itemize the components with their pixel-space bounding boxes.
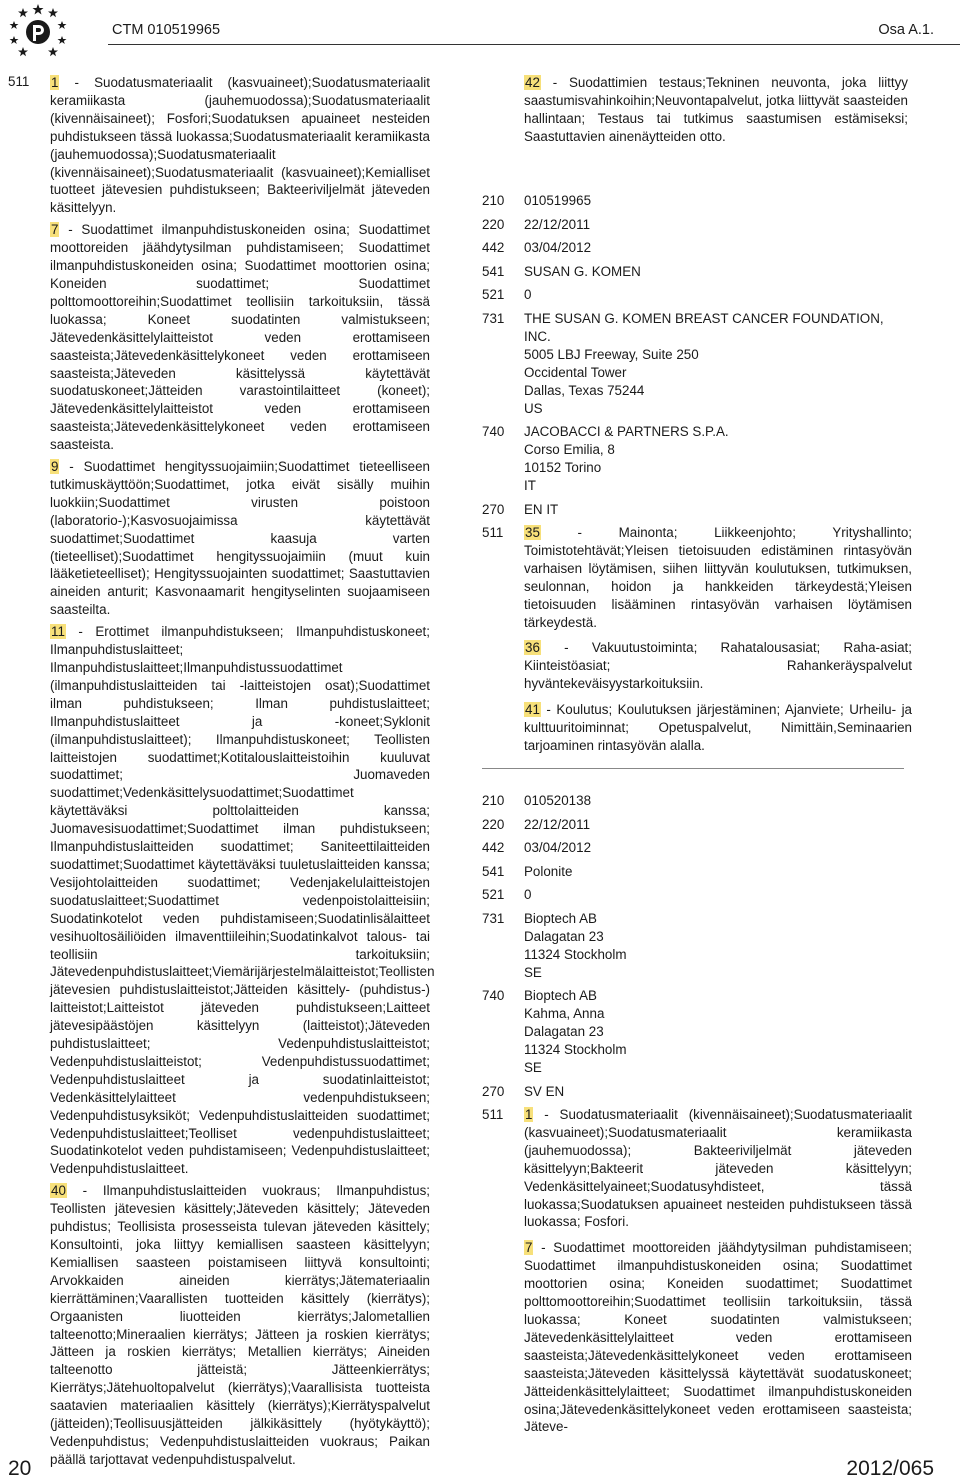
record-field-row: [482, 501, 912, 519]
class-paragraph: [524, 639, 912, 693]
field-value-line: 03/04/2012: [524, 240, 592, 255]
field-value: [524, 263, 912, 281]
class-paragraph: [524, 1106, 912, 1231]
field-value-line: 11324 Stockholm: [524, 946, 627, 962]
field-value: [524, 286, 912, 304]
class-number: 1: [525, 1107, 533, 1122]
field-value: [524, 310, 912, 418]
record-field-row: [482, 423, 912, 495]
field-code: 270: [482, 501, 505, 517]
field-code: 270: [482, 1083, 505, 1099]
field-value-line: US: [524, 400, 543, 416]
field-value-line: IT: [524, 478, 536, 493]
field-value-line: 0: [524, 887, 532, 902]
class-text: - Koulutus; Koulutuksen järjestäminen; Ajanviete; Urheilu- ja kulttuuritoiminnat; Opetuspalvelut, Nimittäin,Seminaarien tarjoaminen rintasyövän alalla.: [524, 702, 912, 753]
class-paragraph: [50, 221, 430, 454]
class-number: 41: [525, 702, 540, 718]
field-value: [524, 501, 912, 519]
record-classes-row: [482, 1106, 912, 1444]
classes-list: [524, 1106, 912, 1444]
field-value-line: SE: [524, 964, 542, 980]
class-paragraph: [524, 1239, 912, 1436]
field-value: [524, 1083, 912, 1101]
field-code: 740: [482, 988, 505, 1003]
field-code: 220: [482, 216, 505, 232]
field-value: [524, 987, 912, 1077]
field-value-line: SE: [524, 1060, 542, 1075]
field-value-line: EN IT: [524, 501, 559, 517]
field-value: [524, 863, 912, 881]
field-code: 740: [482, 424, 505, 439]
field-value-line: 5005 LBJ Freeway, Suite 250: [524, 346, 699, 362]
field-code: 511: [482, 525, 504, 540]
field-value-line: Corso Emilia, 8: [524, 442, 615, 457]
record-010519965: [482, 192, 912, 768]
section-label: Osa A.1.: [878, 22, 934, 38]
right-top-classes: [524, 74, 908, 150]
field-value-line: Dallas, Texas 75244: [524, 382, 645, 398]
field-value: [524, 839, 912, 857]
field-value-line: Bioptech AB: [524, 910, 597, 926]
field-value-line: 22/12/2011: [524, 816, 591, 832]
left-classes: [50, 74, 435, 1473]
class-number: 35: [525, 525, 540, 540]
field-value-line: Polonite: [524, 863, 573, 879]
class-number: 42: [525, 75, 540, 90]
header-rule: [108, 44, 960, 45]
field-value-line: SUSAN G. KOMEN: [524, 263, 641, 279]
class-text: - Suodatusmateriaalit (kasvuaineet);Suodatusmateriaalit keramiikasta (jauhemuodossa);Suodatusmateriaalit (kivennäisaineet); Fosfori;Suodatuksen apuaineet nesteiden puhdistukseen tässä luokassa;Suodatusmateriaalit keramiikasta (jauhemuodossa);Suodatusmateriaalit (kivennäisaineet);Suodatusmateriaalit (kasvuaineet);Kemialliset tuotteet jätevesien puhdistukseen; Bakteeriviljelmät jäteveden käsittelyyn.: [50, 75, 430, 216]
record-field-row: [482, 263, 912, 281]
class-text: - Mainonta; Liikkeenjohto; Yrityshallinto; Toimistotehtävät;Yleisen tietoisuuden edistäminen rintasyövän varhaisen löytämisen, siihen liittyvän koulutuksen, tutkimuksen, seulonnan, hoidon ja hankkeiden tärkeydestä;Yleisen tietoisuuden lisääminen rintasyövän varhaisen löytämisen tärkeydestä.: [524, 525, 912, 630]
class-text: - Suodattimien testaus;Tekninen neuvonta, joka liittyy saastumisvahinkoihin;Neuvontapalvelut, jotka liittyvät saasteiden hallintaan; Testaus tai tutkimus saastumisen estämiseksi; Saastuttavien ainenäytteiden otto.: [524, 75, 908, 144]
record-field-row: [482, 192, 912, 210]
field-code: 442: [482, 240, 505, 255]
record-field-row: [482, 216, 912, 234]
class-paragraph: [50, 74, 430, 217]
field-value-line: Dalagatan 23: [524, 1024, 604, 1039]
field-code: 541: [482, 263, 505, 279]
page-number: 20: [8, 1457, 32, 1480]
field-code: 731: [482, 310, 505, 326]
class-number: 40: [51, 1183, 66, 1199]
record-separator: [482, 768, 904, 769]
record-classes-row: [482, 524, 912, 763]
class-number: 7: [525, 1240, 533, 1256]
issue-number: 2012/065: [846, 1457, 934, 1480]
class-text: - Ilmanpuhdistuslaitteiden vuokraus; Ilmanpuhdistus; Teollisten jätevesien käsittely;Jäteveden käsittely; Jäteveden puhdistus; Teollisista prosesseista tulevan jäteveden käsittely; Konsultointi, joka liittyy kemiallisen saasteen käsittelyyn; Kemiallisen saasteen poistamiseen liittyvä konsultointi; Arvokkaiden aineiden kierrätys;Jätemateriaalin kierrättäminen;Vaarallisten tuotteiden käsittely (kierrätys); Orgaanisten liuotteiden kierrätys;Jalometallien talteenotto;Mineraalien kierrätys; Jätteen ja roskien kierrätys; Jätteen ja roskien kierrätys; Metallien kierrätys; Aineiden talteenotto jätteistä; Jätteenkierrätys; Kierrätys;Jätehuoltopalvelut (kierrätys);Vaarallisista tuotteista saatavien materiaalien käsittely (kierrätys);Kierrätyspalvelut (jätteiden);Teollisuusjätteiden jälkikäsittely (hyötykäyttö); Vedenpuhdistus; Vedenpuhdistuslaitteiden vuokraus; Paikan päällä tarjottavat vedenpuhdistuspalvelut.: [50, 1183, 430, 1467]
class-paragraph: [524, 524, 912, 631]
class-number: 11: [51, 624, 65, 640]
record-field-row: [482, 816, 912, 834]
record-field-row: [482, 286, 912, 304]
field-code: 511: [482, 1107, 504, 1122]
class-paragraph: [50, 623, 435, 1178]
class-number: 9: [51, 459, 59, 475]
class-text: - Suodattimet hengityssuojaimiin;Suodattimet tieteelliseen tutkimuskäyttöön;Suodattimet, jotka eivät sisälly muihin luokkiin;Suodattimet virusten poistoon (laboratorio-);Kasvosuojaimissa käytettävät suodattimet;Suodattimet kaasuja varten (tieteelliset);Suodattimet hengityssuojaimiin (muut kuin lääketieteelliset); Hengityssuojainten suodattimet; Saastuttavien aineiden anturit; Kasvonaamarit hengityselinten suojaamiseen saasteilta.: [50, 459, 430, 618]
record-field-row: [482, 886, 912, 904]
class-number: 7: [51, 222, 59, 238]
field-code: 521: [482, 287, 505, 302]
field-value: [524, 423, 912, 495]
field-code: 511: [8, 74, 30, 89]
field-value-line: 03/04/2012: [524, 840, 592, 855]
class-text: - Suodattimet ilmanpuhdistuskoneiden osina; Suodattimet moottoreiden jäähdytysilman puhdistamiseen; Suodattimet ilmanpuhdistuskoneiden osina; Suodattimet moottorien osina; Koneiden suodattimet; Suodattimet polttomoottoreihin;Suodattimet teollisiin tarkoituksiin, tässä luokassa; Koneet suodatinten valmistukseen; Jätevedenkäsittelylaitteistot veden erottamiseen saasteista;Jätevedenkäsittelykoneet veden erottamiseen saasteista;Jäteveden käsittelyssä käytettävät suodatuskoneet;Jätteiden varastointilaitteet (koneet); Jätevedenkäsittelylaitteistot veden erottamiseen saasteista;Jätevedenkäsittelykoneet veden erottamiseen saasteista.: [50, 222, 430, 453]
publication-code: CTM 010519965: [112, 22, 221, 38]
record-010520138: [482, 792, 912, 1450]
field-value-line: 11324 Stockholm: [524, 1042, 627, 1057]
field-value-line: 010519965: [524, 193, 592, 208]
field-value-line: 10152 Torino: [524, 460, 602, 475]
field-value: [524, 792, 912, 810]
record-field-row: [482, 910, 912, 982]
record-field-row: [482, 863, 912, 881]
page-header: [0, 0, 960, 60]
field-value-line: JACOBACCI & PARTNERS S.P.A.: [524, 424, 729, 439]
field-value: [524, 192, 912, 210]
field-value-line: Bioptech AB: [524, 988, 597, 1003]
field-value-line: 22/12/2011: [524, 216, 591, 232]
field-value-line: Kahma, Anna: [524, 1006, 605, 1021]
class-paragraph: [50, 458, 430, 619]
record-field-row: [482, 792, 912, 810]
record-field-row: [482, 239, 912, 257]
class-text: - Suodattimet moottoreiden jäähdytysilman puhdistamiseen; Suodattimet ilmanpuhdistuskoneiden osina; Suodattimet moottorien osina; Koneiden suodattimet; Suodattimet polttomoottoreihin;Suodattimet teollisiin tarkoituksiin, tässä luokassa; Koneet suodatinten valmistukseen; Jätevedenkäsittelylaitteet veden erottamiseen saasteista;Jätevedenkäsittelykoneet veden erottamiseen saasteista;Jäteveden käsittelyssä käytettävät suodatuskoneet; Jätteidenkäsittelylaitteet; Suodattimet ilmanpuhdistuskoneiden osina;Jätevedenkäsittelykoneet veden erottamiseen saasteista; Jäteve-: [524, 1240, 912, 1435]
class-text: - Suodatusmateriaalit (kivennäisaineet);Suodatusmateriaalit (kasvuaineet);Suodatusmateriaalit keramiikasta (jauhemuodossa); Bakteeriviljelmät jäteveden käsittelyyn;Bakteerit jäteveden käsittelyyn; Vedenkäsittelyaineet;Suodatusyhdisteet, tässä luokassa;Suodatuksen apuaineet nesteiden puhdistukseen tässä luokassa; Fosfori.: [524, 1107, 912, 1230]
class-paragraph: [524, 701, 912, 755]
class-number: 1: [51, 75, 59, 90]
field-code: 731: [482, 910, 505, 926]
field-value: [524, 886, 912, 904]
field-value: [524, 910, 912, 982]
field-code: 541: [482, 863, 505, 879]
field-value-line: 010520138: [524, 793, 592, 808]
field-value: [524, 239, 912, 257]
record-field-row: [482, 987, 912, 1077]
field-code: 220: [482, 816, 505, 832]
class-paragraph: [50, 1182, 430, 1469]
field-value-line: THE SUSAN G. KOMEN BREAST CANCER FOUNDATION, INC.: [524, 310, 884, 344]
class-paragraph: [524, 74, 908, 146]
field-value-line: 0: [524, 287, 532, 302]
field-value-line: Dalagatan 23: [524, 928, 604, 944]
record-field-row: [482, 1083, 912, 1101]
field-code: 210: [482, 793, 505, 808]
field-value: [524, 216, 912, 234]
field-value-line: Occidental Tower: [524, 364, 627, 380]
record-field-row: [482, 839, 912, 857]
class-text: - Erottimet ilmanpuhdistukseen; Ilmanpuhdistuskoneet; Ilmanpuhdistuslaitteet; Ilmanpuhdistuslaitteet;Ilmanpuhdistussuodattimet (ilmanpuhdistuslaitteiden tai -laitteistojen osat);Suodattimet ilman puhdistukseen; Ilman puhdistuslaitteet; Ilmanpuhdistuslaitteet ja -koneet;Syklonit (ilmanpuhdistuslaitteet); Ilmanpuhdistuskoneet; Teollisten laitteistojen suodattimet;Kotitalouslaitteistoihin kuuluvat suodattimet; Juomaveden suodattimet;Vedenkäsittelysuodattimet;Suodattimet käytettäväksi polttolaitteiden kanssa; Juomavesisuodattimet;Suodattimet ilman puhdistukseen; Ilmanpuhdistuslaitteiden suodattimet; Saniteettilaitteiden suodattimet;Suodattimet käytettäväksi tuuletuslaitteiden kanssa; Vesijohtolaitteiden suodattimet; Vedenjakelulaitteistojen suodatuslaitteet;Suodattimet vedenpoistolaitteisiin; Suodatinkotelot veden puhdistamiseen;Suodatinlisälaitteet vesihuoltosäiliöiden ilmaventtiileihin;Suodatinkalvot talous- tai teollisiin tarkoituksiin; Jätevedenpuhdistuslaitteet;Viemärijärjestelmälaitteistot;Teollisten jätevesien puhdistuslaitteistot;Jätteiden käsittely- (puhdistus-) laitteistot;Laitteistot jäteveden puhdistukseen;Laitteet jätevesipäästöjen käsittelyyn (laitteistot);Jäteveden puhdistuslaitteet; Vedenpuhdistuslaitteistot; Vedenpuhdistuslaitteistot; Vedenpuhdistussuodattimet; Vedenpuhdistuslaitteet ja suodatinlaitteistot; Vedenkäsittelylaitteet vedenpuhdistukseen; Vedenpuhdistusyksiköt; Vedenpuhdistuslaitteiden suodattimet; Vedenpuhdistuslaitteet;Teolliset vedenpuhdistuslaitteet; Suodatinkotelot veden puhdistamiseen; Vedenpuhdistuslaitteet; Vedenpuhdistuslaitteet.: [50, 624, 435, 1177]
record-field-row: [482, 310, 912, 418]
field-value: [524, 816, 912, 834]
field-code: 521: [482, 887, 505, 902]
class-text: - Vakuutustoiminta; Rahatalousasiat; Raha-asiat; Kiinteistöasiat; Rahankeräyspalvelut hyväntekeväisyystarkoituksiin.: [524, 640, 912, 692]
classes-list: [524, 524, 912, 763]
field-code: 442: [482, 840, 505, 855]
field-code: 210: [482, 193, 505, 208]
class-number: 36: [525, 640, 540, 656]
field-value-line: SV EN: [524, 1083, 565, 1099]
euipo-logo-icon: [8, 2, 68, 58]
